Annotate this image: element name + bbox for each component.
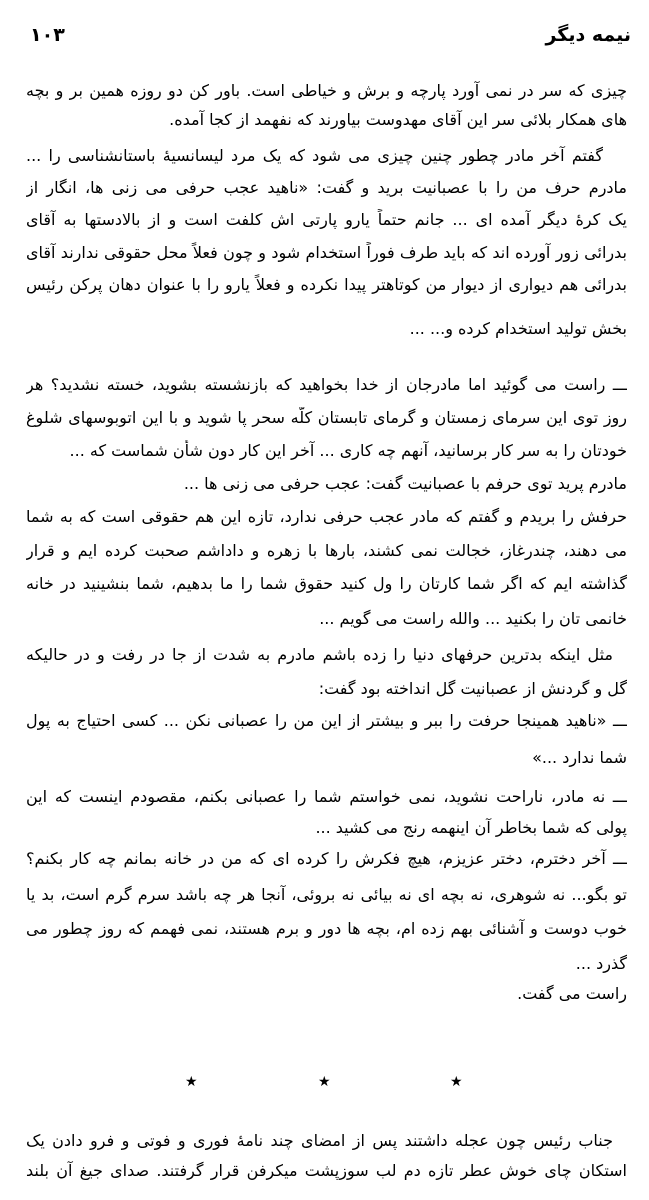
text-line: های همکار بلائی سر این آقای مهدوست بیاورند که نفهمد از کجا آمده. [169,110,627,129]
text-line: بدرائی زور آورده اند که باید طرف فوراً استخدام شود و چون فعلاً محل حقوقی ندارند آقای [26,243,627,262]
text-line: می دهند، چندرغاز، خجالت نمی کشند، بارها با زهره و داداشم صحبت کرده ایم و قرار [26,541,627,560]
text-line: گل و گردنش از عصبانیت گل انداخته بود گفت: [318,679,627,698]
star-icon: ★ [450,1074,463,1090]
text-line: خوب دوست و آشنائی بهم زده ام، بچه ها دور و برم هستند، نمی فهمم که روز چطور می [26,919,627,938]
text-line: گذرد ... [575,954,627,973]
text-line: بخش تولید استخدام کرده و... ... [409,319,627,338]
running-title: نیمه دیگر [545,24,631,46]
text-line: یک کرهٔ دیگر آمده ای ... جانم حتماً یارو پارتی اش کلفت است و از بالادستها به آقای [26,210,627,229]
text-line: ـــ «ناهید همینجا حرفت را ببر و بیشتر از این من را عصبانی نکن ... کسی احتیاج به پول [26,711,627,730]
text-line: شما ندارد ...» [532,748,627,767]
text-line: مادرم حرف من را با عصبانیت برید و گفت: «ناهید عجب حرفی می زنی ها، انگار از [26,178,627,197]
page-number: ۱۰۳ [30,24,65,46]
text-line: ـــ آخر دخترم، دختر عزیزم، هیچ فکرش را کرده ای که من در خانه بمانم چه کار بکنم؟ [26,849,627,868]
text-line: استکان چای خوش عطر تازه دم لب سوزپشت میکرفن قرار گرفتند. صدای جیغ آن بلند [26,1161,627,1180]
text-line: ـــ نه مادر، ناراحت نشوید، نمی خواستم شما را عصبانی بکنم، مقصودم اینست که این [26,787,627,806]
text-line: مادرم پرید توی حرفم با عصبانیت گفت: عجب حرفی می زنی ها ... [183,474,627,493]
text-line: راست می گفت. [517,984,627,1003]
text-line: خانمی تان را بکنید ... والله راست می گویم ... [319,609,627,628]
text-line: خودتان را به سر کار برسانید، آنهم چه کاری ... آخر این کار دون شأن شماست که ... [69,441,627,460]
star-icon: ★ [318,1074,331,1090]
text-line: جناب رئیس چون عجله داشتند پس از امضای چند نامهٔ فوری و فوتی و فرو دادن یک [26,1131,613,1150]
text-line: چیزی که سر در نمی آورد پارچه و برش و خیاطی است. باور کن دو روزه همین بر و بچه [26,81,627,100]
text-line: مثل اینکه بدترین حرفهای دنیا را زده باشم مادرم به شدت از جا در رفت و در حالیکه [26,645,613,664]
text-line: ـــ راست می گوئید اما مادرجان از خدا بخواهید که بازنشسته بشوید، خسته نشدید؟ هر [26,375,627,394]
text-line: تو بگو... نه شوهری، نه بچه ای نه بیائی نه بروئی، آنجا هر چه باشد سرم گرم است، بد یا [26,885,627,904]
text-line: حرفش را بریدم و گفتم که مادر عجب حرفی ندارد، تازه این هم حقوقی است که به شما [26,507,627,526]
text-line: بدرائی هم دیواری از دیوار من کوتاهتر پیدا نکرده و فعلاً یارو را با عنوان دهان پرکن رئیس [26,275,627,294]
text-line: گفتم آخر مادر چطور چنین چیزی می شود که یک مرد لیسانسیهٔ باستانشناسی را ... [26,146,603,165]
page-header [30,24,631,54]
text-line: گذاشته ایم که اگر شما کارتان را ول کنید حقوق شما را ما بدهیم، شما بنشینید در خانه [26,574,627,593]
text-line: روز توی این سرمای زمستان و گرمای تابستان کلّه سحر پا شوید و با این اتوبوسهای شلوغ [26,408,627,427]
text-line: پولی که شما بخاطر آن اینهمه رنج می کشید ... [315,818,627,837]
star-icon: ★ [185,1074,198,1090]
section-separator [0,1074,649,1098]
